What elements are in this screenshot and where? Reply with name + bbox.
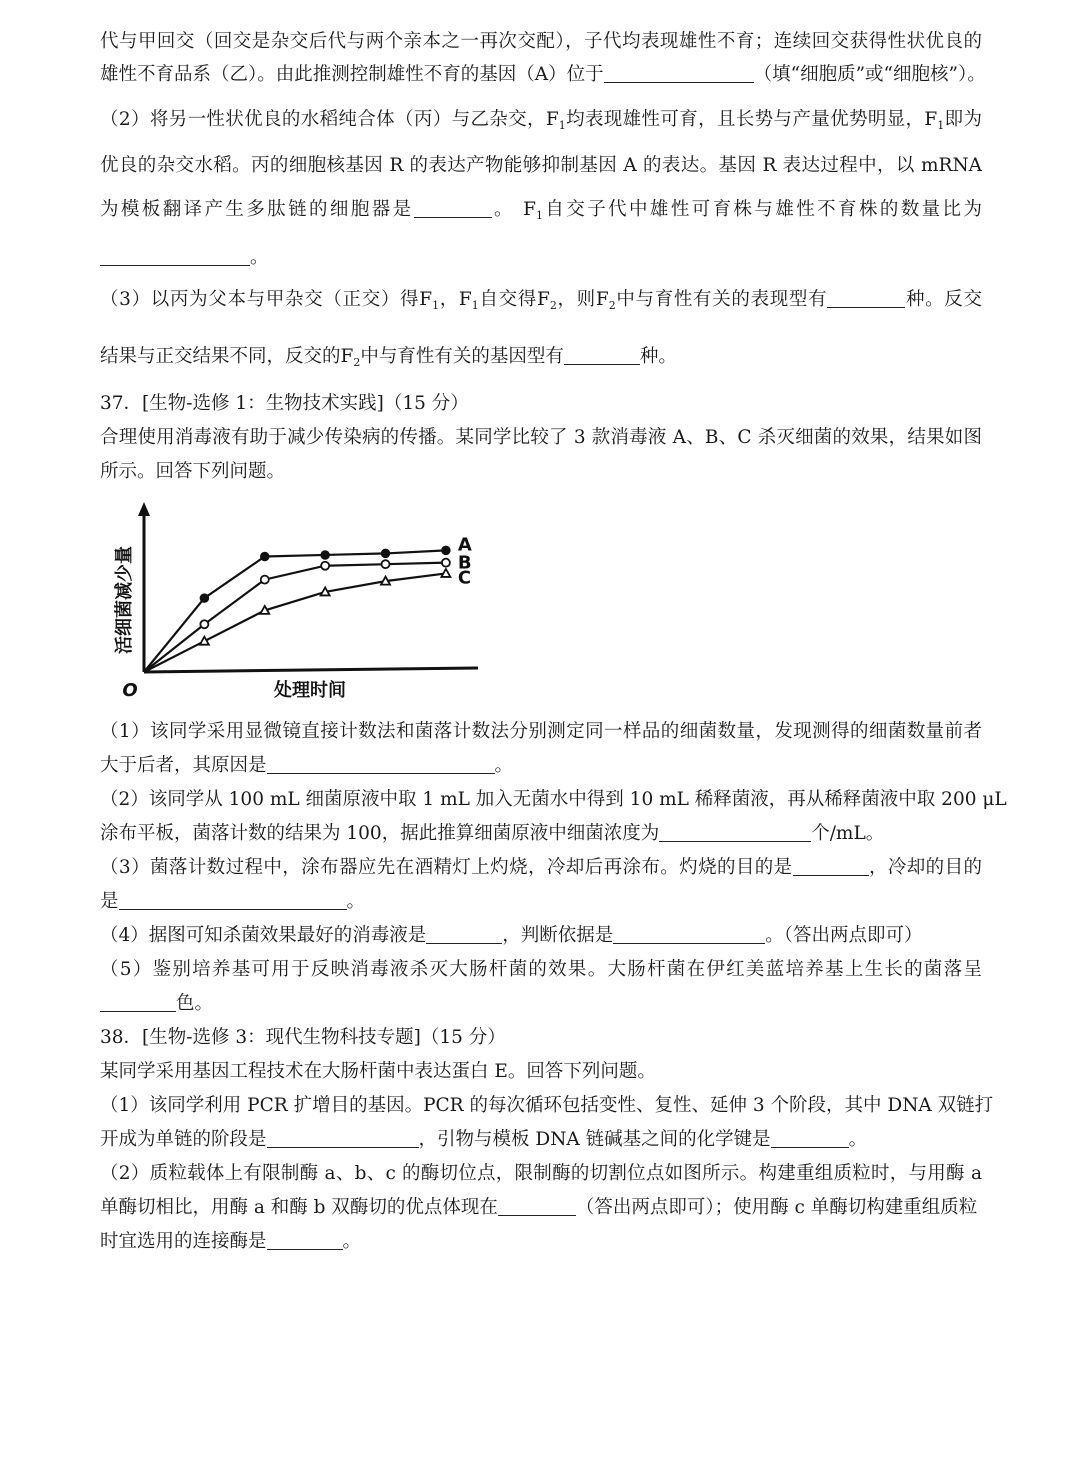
answer-blank[interactable] <box>426 925 502 944</box>
series-label-C: C <box>457 567 472 589</box>
q38-sub2-line3: 时宜选用的连接酶是 。 <box>100 1231 362 1252</box>
data-point-B <box>442 559 450 567</box>
q38-sub1-line2: 开成为单链的阶段是 ，引物与模板 DNA 链碱基之间的化学键是 。 <box>100 1129 868 1150</box>
q37-sub5-line2: 色。 <box>100 992 213 1016</box>
answer-blank[interactable] <box>613 925 765 944</box>
series-line-C <box>144 573 446 672</box>
answer-blank[interactable] <box>267 755 495 774</box>
q37-intro-line1: 合理使用消毒液有助于减少传染病的传播。某同学比较了 3 款消毒液 A、B、C 杀灭细菌的效果，结果如图 <box>100 427 982 448</box>
answer-blank[interactable] <box>827 289 905 308</box>
data-point-C <box>260 606 269 614</box>
q37-sub4: （4）据图可知杀菌效果最好的消毒液是 ，判断依据是 。（答出两点即可） <box>100 925 923 946</box>
series-label-A: A <box>457 534 472 556</box>
answer-blank[interactable] <box>267 1231 343 1250</box>
data-point-B <box>200 620 208 628</box>
q37-sub3-line1: （3）菌落计数过程中，涂布器应先在酒精灯上灼烧，冷却后再涂布。灼烧的目的是 ，冷却的目的 <box>100 857 982 878</box>
origin-label: O <box>122 680 138 701</box>
data-point-C <box>381 577 390 585</box>
q36-sub2-line4: 。 <box>100 246 269 270</box>
q37-sub1-line2: 大于后者，其原因是 。 <box>100 755 514 776</box>
data-point-A <box>321 551 329 559</box>
q37-sub3-line2: 是 。 <box>100 891 366 912</box>
q38-sub2-line1: （2）质粒载体上有限制酶 a、b、c 的酶切位点，限制酶的切割位点如图所示。构建重组质粒时，与用酶 a <box>100 1163 982 1184</box>
chart-series <box>144 546 450 672</box>
chart-axes <box>138 502 478 672</box>
q38-heading: 38．[生物-选修 3：现代生物科技专题]（15 分） <box>100 1027 506 1048</box>
data-point-A <box>200 594 208 602</box>
q36-part1-line2: 雄性不育品系（乙）。由此推测控制雄性不育的基因（A）位于 （填“细胞质”或“细胞核”）。 <box>100 64 986 85</box>
answer-blank[interactable] <box>793 857 869 876</box>
answer-blank[interactable] <box>564 346 640 365</box>
data-point-A <box>442 546 450 554</box>
q36-sub2-line2: 优良的杂交水稻。丙的细胞核基因 R 的表达产物能够抑制基因 A 的表达。基因 R 表达过程中，以 mRNA <box>100 155 982 176</box>
q38-intro: 某同学采用基因工程技术在大肠杆菌中表达蛋白 E。回答下列问题。 <box>100 1061 656 1082</box>
answer-blank[interactable] <box>100 247 250 266</box>
x-axis-label: 处理时间 <box>274 680 346 701</box>
q36-sub2-line1: （2）将另一性状优良的水稻纯合体（丙）与乙杂交，$F_1$均表现雄性可育，且长势与产量优势明显，$F_1$即为 <box>100 109 982 132</box>
q37-sub5-line1: （5）鉴别培养基可用于反映消毒液杀灭大肠杆菌的效果。大肠杆菌在伊红美蓝培养基上生长的菌落呈 <box>100 959 982 980</box>
series-A <box>144 546 450 672</box>
series-label-B: B <box>457 552 472 574</box>
q37-intro-line2: 所示。回答下列问题。 <box>100 461 286 482</box>
q36-sub2-line3: 为模板翻译产生多肽链的细胞器是 。 $F_1$自交子代中雄性可育株与雄性不育株的数量比为 <box>100 199 982 222</box>
q37-sub2-line1: （2）该同学从 100 mL 细菌原液中取 1 mL 加入无菌水中得到 10 mL 稀释菌液，再从稀释菌液中取 200 μL <box>100 789 1007 810</box>
data-point-B <box>261 576 269 584</box>
data-point-C <box>441 569 450 577</box>
answer-blank[interactable] <box>659 823 811 842</box>
chart-labels <box>113 534 472 701</box>
q36-sub3-line2: 结果与正交结果不同，反交的$F_2$中与育性有关的基因型有 种。 <box>100 346 677 369</box>
y-axis-arrow <box>138 502 150 516</box>
answer-blank[interactable] <box>604 64 754 83</box>
answer-blank[interactable] <box>771 1129 849 1148</box>
q36-part1-line1: 代与甲回交（回交是杂交后代与两个亲本之一再次交配），子代均表现雄性不育；连续回交获得性状优良的 <box>100 31 982 52</box>
q37-sub1-line1: （1）该同学采用显微镜直接计数法和菌落计数法分别测定同一样品的细菌数量，发现测得的细菌数量前者 <box>100 721 982 742</box>
data-point-A <box>261 553 269 561</box>
q37-sub2-line2: 涂布平板，菌落计数的结果为 100，据此推算细菌原液中细菌浓度为 个/mL。 <box>100 823 885 844</box>
q36-sub3-line1: （3）以丙为父本与甲杂交（正交）得$F_1$，$F_1$自交得$F_2$，则$F_2$中与育性有关的表现型有 种。反交 <box>100 289 982 312</box>
q38-sub2-line2: 单酶切相比，用酶 a 和酶 b 双酶切的优点体现在 （答出两点即可）；使用酶 c 单酶切构建重组质粒 <box>100 1197 978 1218</box>
answer-blank[interactable] <box>498 1197 576 1216</box>
data-point-C <box>321 587 330 595</box>
answer-blank[interactable] <box>119 891 347 910</box>
q38-sub1-line1: （1）该同学利用 PCR 扩增目的基因。PCR 的每次循环包括变性、复性、延伸 3 个阶段，其中 DNA 双链打 <box>100 1095 994 1116</box>
y-axis-label: 活细菌减少量 <box>114 546 135 654</box>
disinfectant-chart <box>100 496 500 706</box>
data-point-B <box>321 562 329 570</box>
data-point-A <box>382 549 390 557</box>
x-axis <box>144 668 478 672</box>
series-C <box>144 569 450 672</box>
data-point-B <box>382 560 390 568</box>
answer-blank[interactable] <box>267 1129 419 1148</box>
answer-blank[interactable] <box>414 199 492 218</box>
data-point-C <box>200 637 209 645</box>
series-line-A <box>144 550 446 672</box>
answer-blank[interactable] <box>100 993 176 1012</box>
q37-heading: 37．[生物-选修 1：生物技术实践]（15 分） <box>100 393 469 414</box>
